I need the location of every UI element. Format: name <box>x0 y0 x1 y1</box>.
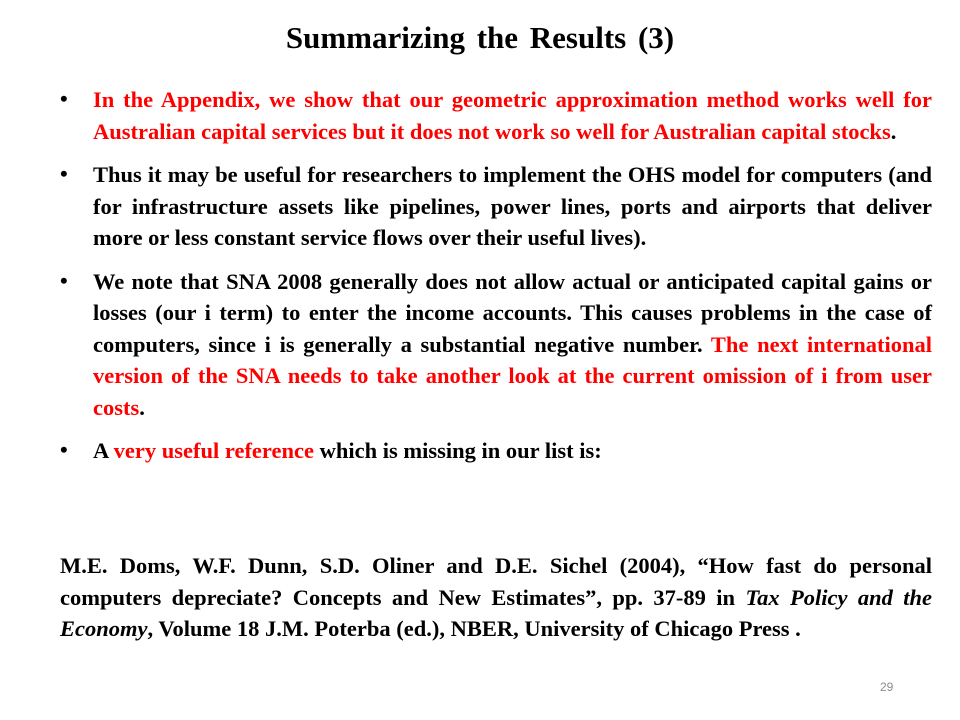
bullet-dot-icon: • <box>60 437 68 462</box>
bullet-text-red: The next international version of the SNA needs to take another look at the current omission of i from user costs <box>93 331 932 420</box>
slide-title: Summarizing the Results (3) <box>285 20 675 55</box>
bullet-list <box>60 84 932 479</box>
bullet-item <box>60 159 932 254</box>
bullet-dot-icon: • <box>60 267 68 293</box>
bullet-text: Thus it may be useful for researchers to implement the OHS model for computers (and for infrastructure assets like pipelines, power lines, ports and airports that deliver more or less constant service flows over their useful lives). <box>93 162 932 250</box>
bullet-text: . <box>890 118 897 144</box>
page-number: 29 <box>880 680 894 694</box>
bullet-text-red: In the Appendix, we show that our geometric approximation method works well for Australian capital services but it does not work so well for Australian capital stocks <box>93 87 932 144</box>
reference-authors: M.E. Doms, W.F. Dunn, S.D. Oliner and D.E. Sichel (2004), “How fast do personal computers depreciate? Concepts and New Estimates”, pp. 37-89 in <box>60 553 932 610</box>
reference-citation <box>60 550 932 645</box>
reference-details: , Volume 18 J.M. Poterba (ed.), NBER, University of Chicago Press . <box>147 616 801 641</box>
bullet-dot-icon: • <box>60 161 68 186</box>
bullet-text-red: very useful reference <box>113 438 314 463</box>
bullet-text: We note that SNA 2008 generally does not allow actual or anticipated capital gains or losses (our i term) to enter the income accounts. This causes problems in the case of computers, since i is generally a substantial negative number. <box>93 268 932 357</box>
bullet-text: . <box>139 394 145 420</box>
bullet-item <box>60 84 932 147</box>
bullet-text: which is missing in our list is: <box>313 438 602 463</box>
bullet-dot-icon: • <box>60 86 68 111</box>
bullet-text: A <box>93 438 114 463</box>
bullet-item <box>60 435 932 467</box>
bullet-item <box>60 266 932 424</box>
reference-journal: Tax Policy and the Economy <box>60 584 932 641</box>
